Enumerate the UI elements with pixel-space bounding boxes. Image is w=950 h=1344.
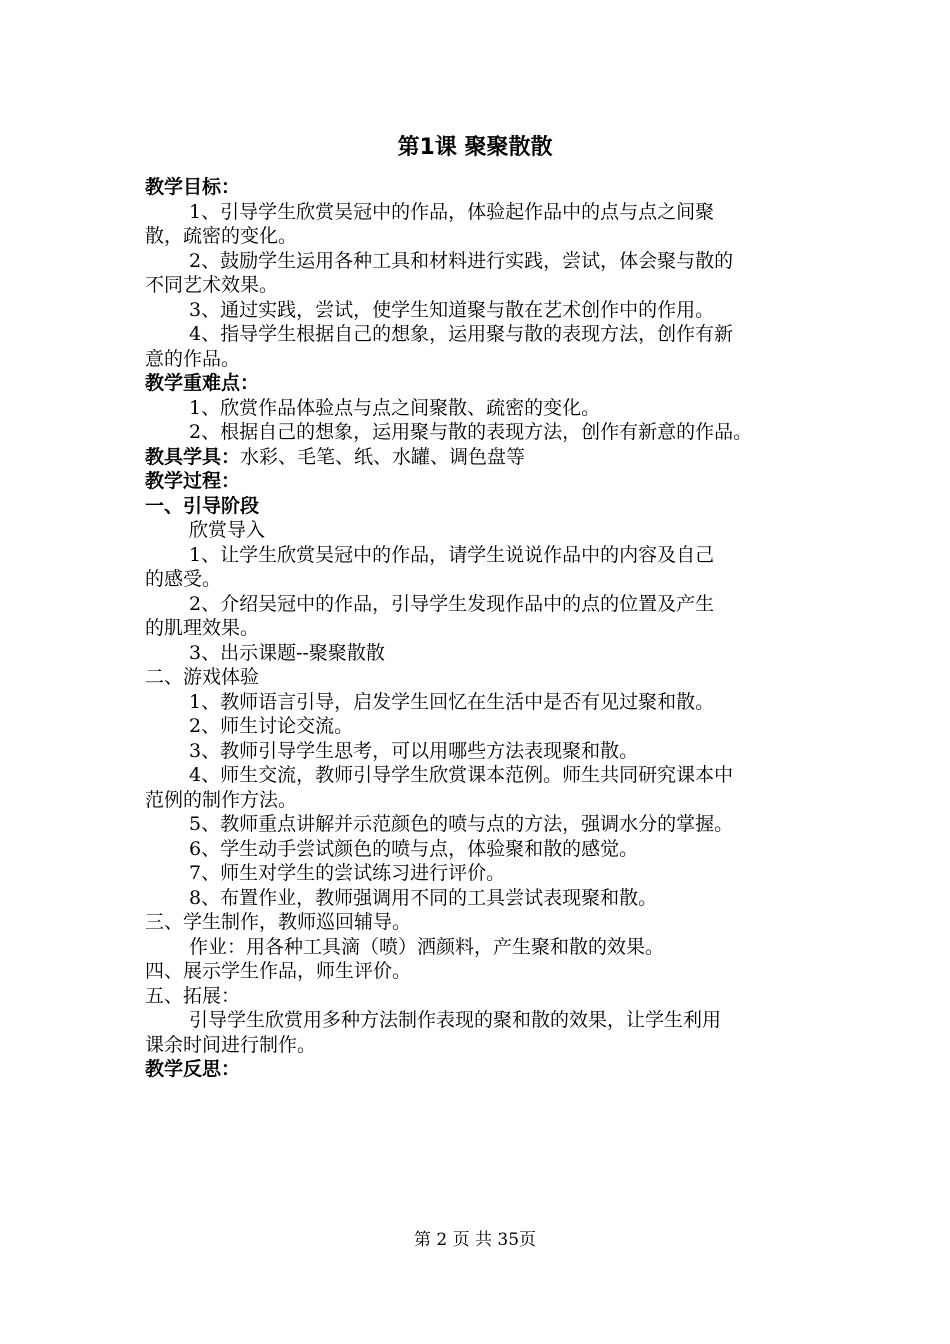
stage2-heading: 二、游戏体验 bbox=[145, 666, 260, 688]
tools-line bbox=[145, 445, 815, 470]
stage2-item-8: 8、布置作业，教师强调用不同的工具尝试表现聚和散。 bbox=[189, 886, 658, 909]
key-point-2: 2、根据自己的想象，运用聚与散的表现方法，创作有新意的作品。 bbox=[189, 421, 753, 443]
stage1-heading: 一、引导阶段 bbox=[145, 494, 260, 517]
stage2-item-7: 7、师生对学生的尝试练习进行评价。 bbox=[189, 862, 506, 884]
page-title: 第1课 聚聚散散 bbox=[397, 135, 553, 160]
stage3-text: 作业：用各种工具滴（喷）洒颜料，产生聚和散的效果。 bbox=[189, 935, 665, 958]
stage2-item-3: 3、教师引导学生思考，可以用哪些方法表现聚和散。 bbox=[189, 739, 639, 762]
tools-text: 水彩、毛笔、纸、水罐、调色盘等 bbox=[240, 445, 526, 468]
stage5-text-line-2: 课余时间进行制作。 bbox=[145, 1033, 317, 1056]
stage1-item-1-line-1: 1、让学生欣赏吴冠中的作品，请学生说说作品中的内容及自己 bbox=[189, 543, 715, 566]
stage1-item-1-line-2: 的感受。 bbox=[145, 568, 222, 590]
key-points-heading: 教学重难点： bbox=[145, 372, 260, 394]
stage1-item-2-line-2: 的肌理效果。 bbox=[145, 617, 260, 639]
objective-1-line-2: 散，疏密的变化。 bbox=[145, 225, 298, 247]
objective-4-line-1: 4、指导学生根据自己的想象，运用聚与散的表现方法，创作有新 bbox=[189, 323, 734, 345]
stage2-item-4-line-2: 范例的制作方法。 bbox=[145, 788, 298, 811]
reflection-heading: 教学反思： bbox=[145, 1058, 241, 1080]
lesson-plan-body bbox=[145, 175, 815, 1082]
objective-4-line-2: 意的作品。 bbox=[145, 347, 241, 370]
process-heading: 教学过程： bbox=[145, 470, 241, 492]
objective-3: 3、通过实践，尝试，使学生知道聚与散在艺术创作中的作用。 bbox=[189, 298, 715, 321]
stage2-item-2: 2、师生讨论交流。 bbox=[189, 715, 354, 737]
stage1-item-2-line-1: 2、介绍吴冠中的作品，引导学生发现作品中的点的位置及产生 bbox=[189, 592, 715, 615]
tools-heading: 教具学具： bbox=[145, 445, 241, 468]
stage1-item-3: 3、出示课题--聚聚散散 bbox=[189, 641, 385, 664]
key-point-1: 1、欣赏作品体验点与点之间聚散、疏密的变化。 bbox=[189, 396, 601, 419]
stage3-heading: 三、学生制作，教师巡回辅导。 bbox=[145, 911, 412, 933]
stage1-subheading: 欣赏导入 bbox=[189, 519, 266, 541]
objective-2-line-1: 2、鼓励学生运用各种工具和材料进行实践，尝试，体会聚与散的 bbox=[189, 249, 734, 272]
objective-1-line-1: 1、引导学生欣赏吴冠中的作品，体验起作品中的点与点之间聚 bbox=[189, 200, 715, 223]
stage2-item-1: 1、教师语言引导，启发学生回忆在生活中是否有见过聚和散。 bbox=[189, 690, 715, 713]
stage2-item-6: 6、学生动手尝试颜色的喷与点，体验聚和散的感觉。 bbox=[189, 837, 639, 860]
stage5-text-line-1: 引导学生欣赏用多种方法制作表现的聚和散的效果，让学生利用 bbox=[189, 1009, 722, 1031]
objective-2-line-2: 不同艺术效果。 bbox=[145, 274, 279, 296]
stage4-heading: 四、展示学生作品，师生评价。 bbox=[145, 960, 412, 982]
objectives-heading: 教学目标： bbox=[145, 176, 241, 198]
stage2-item-5: 5、教师重点讲解并示范颜色的喷与点的方法，强调水分的掌握。 bbox=[189, 813, 734, 835]
stage2-item-4-line-1: 4、师生交流，教师引导学生欣赏课本范例。师生共同研究课本中 bbox=[189, 764, 734, 786]
page-footer: 第 2 页 共 35页 bbox=[413, 1230, 537, 1250]
stage5-heading: 五、拓展： bbox=[145, 984, 241, 1007]
